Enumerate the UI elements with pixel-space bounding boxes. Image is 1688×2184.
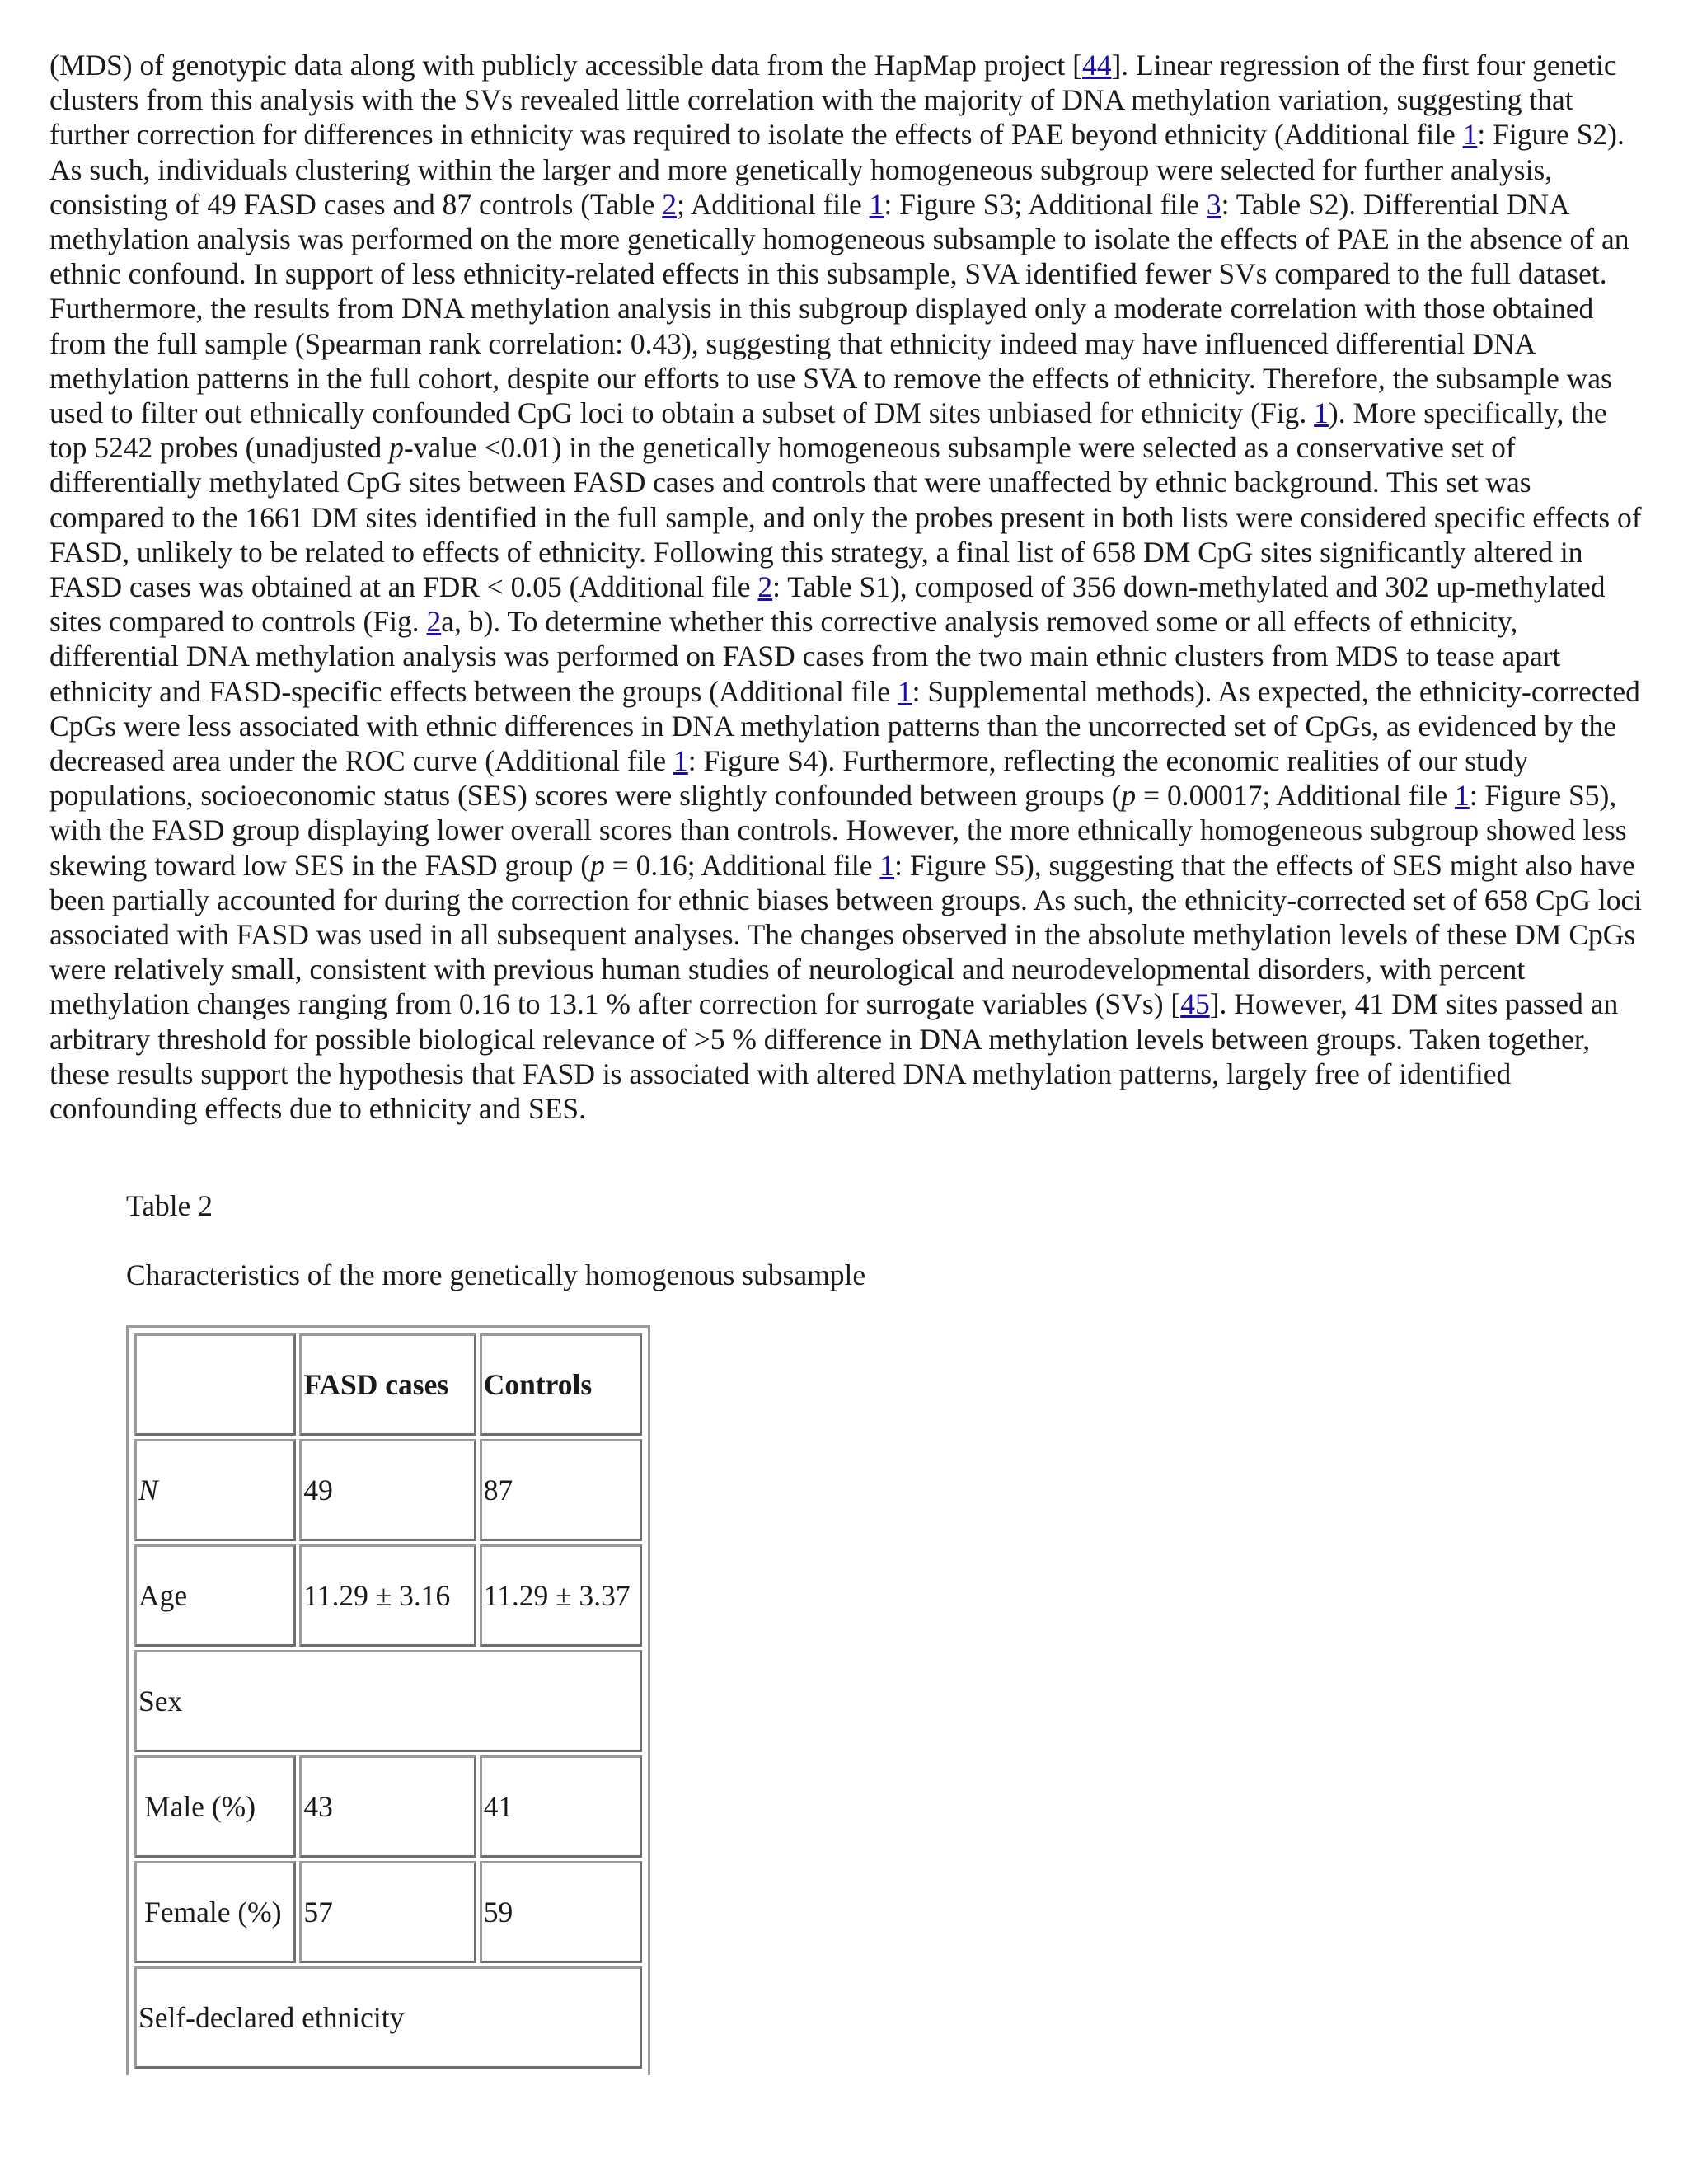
citation-link[interactable]: 2 [662,187,677,221]
citation-link[interactable]: 1 [897,674,912,708]
paragraph-text: : Supplemental methods). As expected, the ethnicity-corrected CpGs were less associated with ethnic differences in DNA methylation patterns than the uncorrected set of CpGs, as evidenced by the decreased area under the ROC curve (Additional file [49,674,1640,778]
paragraph-text: -value <0.01) in the genetically homogeneous subsample were selected as a conservative set of differentially methylated CpG sites between FASD cases and controls that were unaffected by ethnic background. This set was compared to the 1661 DM sites identified in the full sample, and only the probes present in both lists were considered specific effects of FASD, unlikely to be related to effects of ethnicity. Following this strategy, a final list of 658 DM CpG sites significantly altered in FASD cases was obtained at an FDR < 0.05 (Additional file [49,431,1642,604]
cell-male-controls: 41 [480,1755,642,1858]
table-caption: Characteristics of the more genetically homogenous subsample [126,1258,866,1291]
citation-link[interactable]: 1 [673,744,688,778]
characteristics-table [131,1330,645,2072]
table-label: Table 2 [126,1189,213,1222]
italic-text: p [1121,779,1137,813]
results-paragraph [49,48,1648,1126]
table-frame [126,1325,650,2075]
paragraph-text: : Table S2). Differential DNA methylation analysis was performed on the more genetically homogeneous subsample to isolate the effects of PAE in the absence of an ethnic confound. In support of less ethnicity-related effects in this subsample, SVA identified fewer SVs compared to the full dataset. Furthermore, the results from DNA methylation analysis in this subgroup displayed only a moderate correlation with those obtained from the full sample (Spearman rank correlation: 0.43), suggesting that ethnicity indeed may have influenced differential DNA methylation patterns in the full cohort, despite our efforts to use SVA to remove the effects of ethnicity. Therefore, the subsample was used to filter out ethnically confounded CpG loci to obtain a subset of DM sites unbiased for ethnicity (Fig. [49,187,1629,430]
paragraph-text: = 0.16; Additional file [604,848,880,882]
row-label-sex: Sex [134,1650,642,1752]
table-header-row [134,1333,642,1436]
article-body [49,48,1648,1126]
citation-link[interactable]: 1 [1455,779,1470,813]
citation-link[interactable]: 1 [1314,396,1329,430]
row-label-male: Male (%) [134,1755,296,1858]
italic-text: p [590,848,605,882]
header-cell-controls: Controls [480,1333,642,1436]
paragraph-text: a, b). To determine whether this corrective analysis removed some or all effects of ethnicity, differential DNA methylation analysis was performed on FASD cases from the two main ethnic clusters from MDS to tease apart ethnicity and FASD-specific effects between the groups (Additional file [49,605,1561,708]
citation-link[interactable]: 3 [1206,187,1221,221]
paragraph-text: : Figure S3; Additional file [884,187,1207,221]
italic-text: p [389,431,404,465]
paragraph-text: ; Additional file [676,187,870,221]
table-row [134,1650,642,1752]
header-cell-fasd: FASD cases [299,1333,476,1436]
row-label-n: N [134,1439,296,1541]
citation-link[interactable]: 2 [426,605,442,639]
header-cell-empty [134,1333,296,1436]
table-row [134,1544,642,1647]
paragraph-text: ]. However, 41 DM sites passed an arbitrary threshold for possible biological relevance of >5 % difference in DNA methylation levels between groups. Taken together, these results support the hypothesis that FASD is associated with altered DNA methylation patterns, largely free of identified confounding effects due to ethnicity and SES. [49,987,1619,1126]
row-label-age: Age [134,1544,296,1647]
row-label-ethnicity: Self-declared ethnicity [134,1966,642,2069]
table-row [134,1755,642,1858]
paragraph-text: ). More specifically, the top 5242 probes (unadjusted [49,396,1607,465]
citation-link[interactable]: 45 [1180,987,1210,1021]
paragraph-text: (MDS) of genotypic data along with publicly accessible data from the HapMap project [ [49,49,1082,82]
cell-female-fasd: 57 [299,1861,476,1963]
paragraph-text: : Figure S4). Furthermore, reflecting the economic realities of our study populations, socioeconomic status (SES) scores were slightly confounded between groups ( [49,744,1529,813]
cell-age-fasd: 11.29 ± 3.16 [299,1544,476,1647]
cell-n-fasd: 49 [299,1439,476,1541]
paragraph-text: ]. Linear regression of the first four genetic clusters from this analysis with the SVs revealed little correlation with the majority of DNA methylation variation, suggesting that further correction for differences in ethnicity was required to isolate the effects of PAE beyond ethnicity (Additional file [49,49,1617,152]
paragraph-text: : Figure S5), suggesting that the effects of SES might also have been partially accounted for during the correction for ethnic biases between groups. As such, the ethnicity-corrected set of 658 CpG loci associated with FASD was used in all subsequent analyses. The changes observed in the absolute methylation levels of these DM CpGs were relatively small, consistent with previous human studies of neurological and neurodevelopmental disorders, with percent methylation changes ranging from 0.16 to 13.1 % after correction for surrogate variables (SVs) [ [49,848,1643,1021]
citation-link[interactable]: 44 [1081,49,1112,82]
cell-male-fasd: 43 [299,1755,476,1858]
table-row [134,1966,642,2069]
row-label-female: Female (%) [134,1861,296,1963]
paragraph-text: = 0.00017; Additional file [1136,779,1455,813]
paragraph-text: : Table S1), composed of 356 down-methylated and 302 up-methylated sites compared to controls (Fig. [49,570,1606,639]
paragraph-text: : Figure S5), with the FASD group displaying lower overall scores than controls. However, the more ethnically homogeneous subgroup showed less skewing toward low SES in the FASD group ( [49,779,1627,882]
cell-age-controls: 11.29 ± 3.37 [480,1544,642,1647]
citation-link[interactable]: 1 [869,187,884,221]
paragraph-text: : Figure S2). As such, individuals clustering within the larger and more genetically homogeneous subgroup were selected for further analysis, consisting of 49 FASD cases and 87 controls (Table [49,118,1625,221]
table-row [134,1861,642,1963]
table-2-block [126,1188,865,2075]
citation-link[interactable]: 2 [757,570,773,604]
citation-link[interactable]: 1 [879,848,895,882]
citation-link[interactable]: 1 [1462,118,1478,152]
cell-female-controls: 59 [480,1861,642,1963]
cell-n-controls: 87 [480,1439,642,1541]
table-row [134,1439,642,1541]
